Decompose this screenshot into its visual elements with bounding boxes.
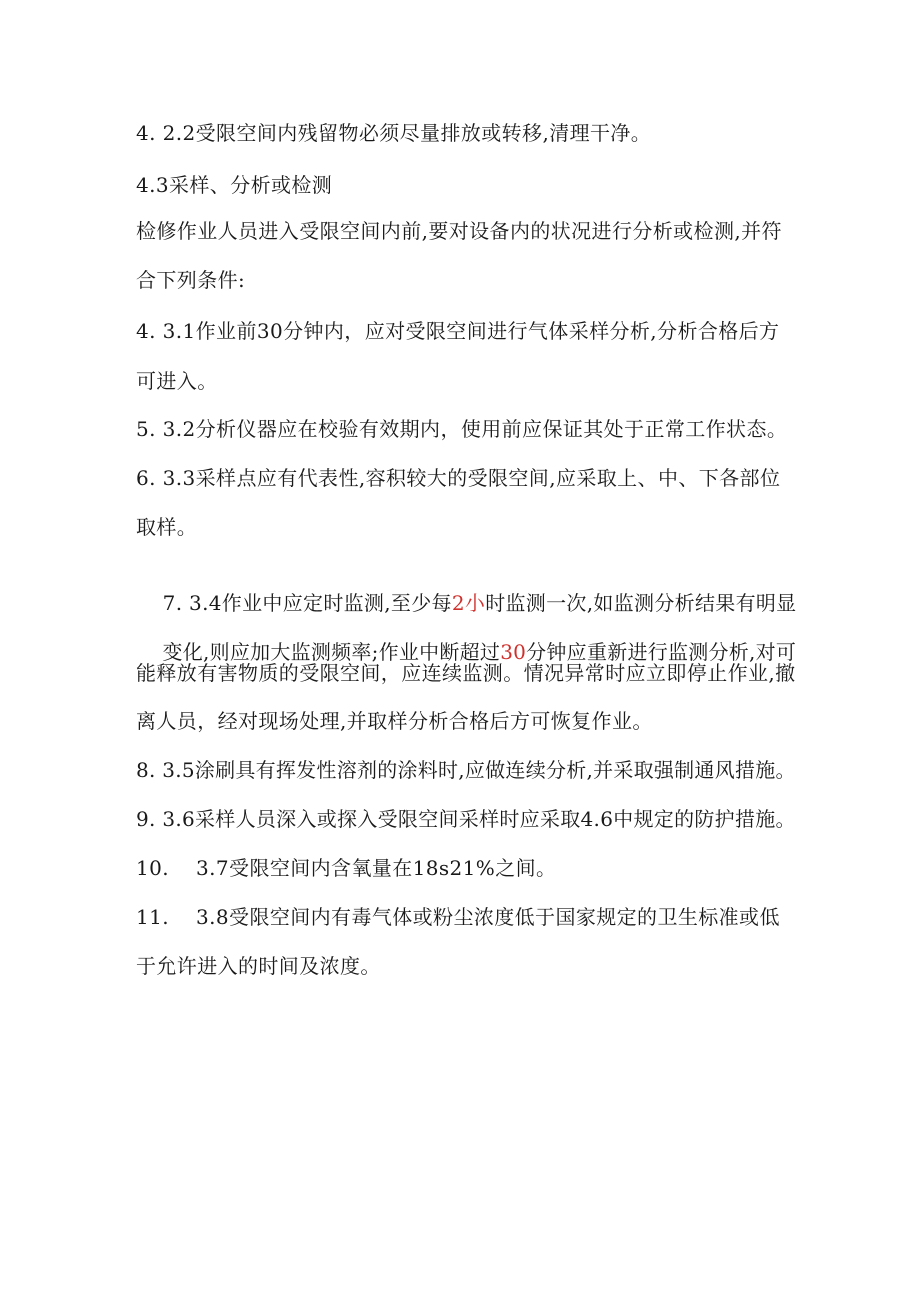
text-line: 可进入。	[136, 369, 218, 393]
text-line: 4. 2.2受限空间内残留物必须尽量排放或转移,清理干净。	[136, 121, 652, 145]
text-line: 于允许进入的时间及浓度。	[136, 954, 381, 978]
text-line: 5. 3.2分析仪器应在校验有效期内，使用前应保证其处于正常工作状态。	[136, 417, 788, 441]
highlighted-value: 30	[500, 640, 527, 664]
text-line: 检修作业人员进入受限空间内前,要对设备内的状况进行分析或检测,并符	[136, 219, 782, 243]
text-line: 11. 3.8受限空间内有毒气体或粉尘浓度低于国家规定的卫生标准或低	[136, 905, 780, 929]
text-line: 4. 3.1作业前30分钟内，应对受限空间进行气体采样分析,分析合格后方	[136, 319, 780, 343]
text-line: 8. 3.5涂刷具有挥发性溶剂的涂料时,应做连续分析,并采取强制通风措施。	[136, 758, 796, 782]
text-line: 10. 3.7受限空间内含氧量在18s21%之间。	[136, 856, 557, 880]
text-segment: 分钟应重新进行监测分析,对可	[526, 640, 797, 664]
text-segment: 7. 3.4作业中应定时监测,至少每	[162, 591, 452, 615]
highlighted-value: 2小	[451, 591, 486, 615]
text-line: 离人员，经对现场处理,并取样分析合格后方可恢复作业。	[136, 709, 653, 733]
text-line: 9. 3.6采样人员深入或探入受限空间采样时应采取4.6中规定的防护措施。	[136, 807, 796, 831]
text-line: 能释放有害物质的受限空间，应连续监测。情况异常时应立即停止作业,撤	[136, 661, 796, 685]
text-line: 合下列条件:	[136, 268, 246, 292]
text-line: 6. 3.3采样点应有代表性,容积较大的受限空间,应采取上、中、下各部位	[136, 466, 781, 490]
text-segment: 时监测一次,如监测分析结果有明显	[485, 591, 797, 615]
section-heading: 4.3采样、分析或检测	[136, 173, 333, 197]
text-line: 取样。	[136, 515, 198, 539]
text-segment: 变化,则应加大监测频率;作业中断超过	[162, 640, 501, 664]
